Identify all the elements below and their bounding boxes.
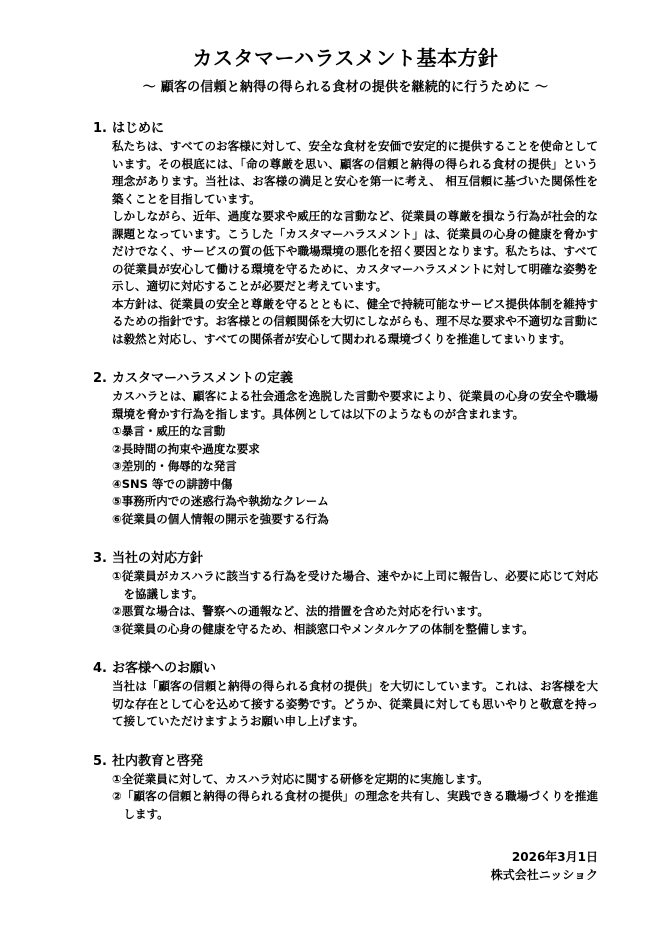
- section-title: はじめに: [112, 121, 165, 136]
- section-title: カスタマーハラスメントの定義: [112, 371, 293, 386]
- list-item: ④SNS 等での誹謗中傷: [112, 476, 233, 491]
- section-definition: [93, 369, 598, 528]
- list-item: ①暴言・威圧的な言動: [112, 424, 226, 438]
- section-number: 5.: [93, 753, 107, 769]
- paragraph: 当社は「顧客の信頼と納得の得られる食材の提供」を大切にしています。これは、お客様を大切な存在として心を込めて接する姿勢です。どうか、従業員に対しても思いやりと敬意を持って接していただけますようお願い申し上げます。: [112, 679, 598, 728]
- paragraph: しかしながら、近年、過度な要求や威圧的な言動など、従業員の尊厳を損なう行為が社会的な課題となっています。こうした「カスタマーハラスメント」は、従業員の心身の健康を脅かすだけでなく、サービスの質の低下や職場環境の悪化を招く要因となります。私たちは、すべての従業員が安心して働ける環境を守るために、カスタマーハラスメントに対して明確な姿勢を示し、適切に対応することが必要だと考えています。: [112, 209, 598, 293]
- section-request-to-customers: [93, 659, 598, 731]
- document-body: [93, 119, 598, 823]
- paragraph: 本方針は、従業員の安全と尊厳を守るとともに、健全で持続可能なサービス提供体制を維持するための指針です。お客様との信頼関係を大切にしながらも、理不尽な要求や不適切な言動には毅然と対応し、すべての関係者が安心して関われる環境づくりを推進してまいります。: [112, 296, 598, 346]
- list-item: ②悪質な場合は、警察への通報など、法的措置を含めた対応を行います。: [112, 604, 489, 618]
- document-title: カスタマーハラスメント基本方針: [192, 46, 499, 70]
- section-title: 当社の対応方針: [112, 551, 204, 566]
- section-title: 社内教育と啓発: [112, 753, 204, 769]
- list-item: ⑥従業員の個人情報の開示を強要する行為: [112, 511, 329, 526]
- document-subtitle: ～ 顧客の信頼と納得の得られる食材の提供を継続的に行うために ～: [142, 80, 549, 95]
- section-content: [112, 388, 598, 528]
- section-number: 3.: [93, 551, 107, 566]
- section-introduction: [93, 119, 598, 348]
- footer-date: 2026年3月1日: [511, 850, 598, 864]
- section-number: 4.: [93, 661, 107, 676]
- section-number: 2.: [93, 371, 107, 386]
- section-internal-education: [93, 752, 598, 824]
- section-heading: [93, 549, 598, 568]
- list-item: ②長時間の拘束や過度な要求: [112, 441, 260, 456]
- section-title: お客様へのお願い: [112, 661, 217, 676]
- list-item: ⑤事務所内での迷惑行為や執拗なクレーム: [112, 494, 329, 508]
- list-item: ②「顧客の信頼と納得の得られる食材の提供」の理念を共有し、実践できる職場づくりを推進します。: [112, 789, 598, 821]
- list-item: ③差別的・侮辱的な発言: [112, 459, 237, 473]
- list-item: ①従業員がカスハラに該当する行為を受けた場合、速やかに上司に報告し、必要に応じて対応を協議します。: [112, 569, 598, 601]
- section-content: [112, 678, 598, 731]
- section-content: [112, 138, 598, 348]
- paragraph: 私たちは、すべてのお客様に対して、安全な食材を安価で安定的に提供することを使命としています。その根底には、「命の尊厳を思い、顧客の信頼と納得の得られる食材の提供」という理念があります。当社は、お客様の満足と安心を第一に考え、 相互信頼に基づいた関係性を築くことを目指しています。: [112, 139, 598, 206]
- company-name: 株式会社ニッショク: [490, 867, 598, 882]
- section-heading: [93, 752, 598, 771]
- section-heading: [93, 659, 598, 678]
- section-heading: [93, 369, 598, 388]
- section-heading: [93, 119, 598, 138]
- list-item: ③従業員の心身の健康を守るため、相談窓口やメンタルケアの体制を整備します。: [112, 621, 534, 636]
- paragraph: カスハラとは、顧客による社会通念を逸脱した言動や要求により、従業員の心身の安全や職場環境を脅かす行為を指します。具体例としては以下のようなものが含まれます。: [112, 389, 598, 421]
- section-number: 1.: [93, 121, 107, 136]
- section-content: [112, 568, 598, 638]
- list-item: ①全従業員に対して、カスハラ対応に関する研修を定期的に実施します。: [112, 771, 489, 786]
- document-footer: [93, 849, 598, 884]
- section-response-policy: [93, 549, 598, 638]
- section-content: [112, 771, 598, 824]
